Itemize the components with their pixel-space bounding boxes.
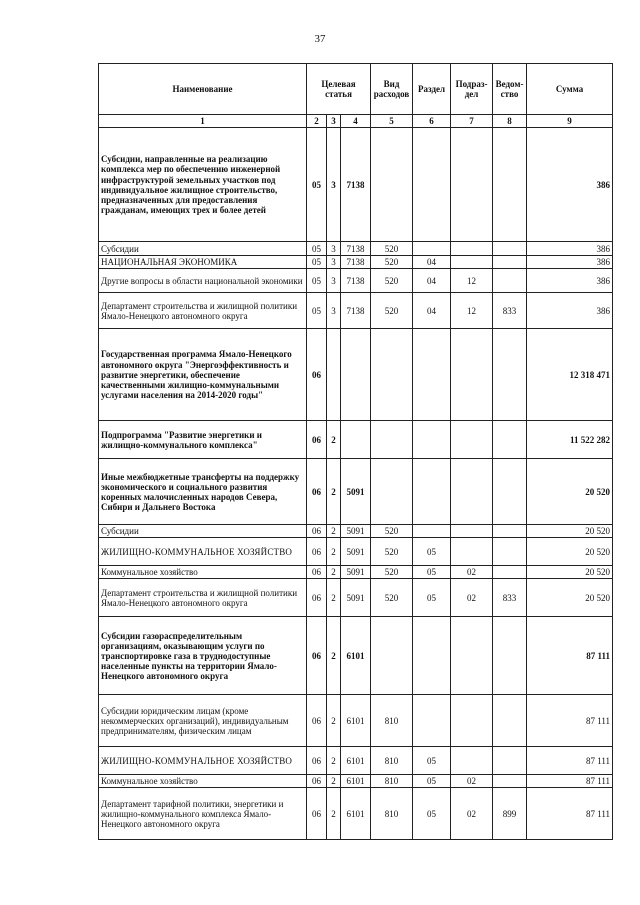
row-amount: 20 520 bbox=[527, 459, 613, 525]
table-row bbox=[99, 566, 613, 579]
table-row bbox=[99, 242, 613, 256]
row-expense-type: 520 bbox=[371, 538, 413, 566]
row-department bbox=[493, 617, 527, 695]
row-subprogram-code: 2 bbox=[327, 695, 341, 747]
column-number: 1 bbox=[99, 115, 307, 128]
row-direction-code: 5091 bbox=[341, 579, 371, 617]
row-amount: 87 111 bbox=[527, 617, 613, 695]
row-program-code: 06 bbox=[307, 525, 327, 538]
table-row bbox=[99, 269, 613, 293]
header-amount: Сумма bbox=[527, 64, 613, 115]
row-department bbox=[493, 421, 527, 459]
row-subsection bbox=[451, 242, 493, 256]
row-name: Другие вопросы в области национальной экономики bbox=[99, 269, 307, 293]
row-section bbox=[413, 329, 451, 421]
row-department bbox=[493, 256, 527, 269]
row-direction-code: 6101 bbox=[341, 695, 371, 747]
row-subprogram-code: 2 bbox=[327, 459, 341, 525]
row-amount: 20 520 bbox=[527, 525, 613, 538]
row-department bbox=[493, 566, 527, 579]
row-department bbox=[493, 747, 527, 775]
row-expense-type: 810 bbox=[371, 788, 413, 840]
row-section: 05 bbox=[413, 775, 451, 788]
row-amount: 87 111 bbox=[527, 788, 613, 840]
row-program-code: 05 bbox=[307, 242, 327, 256]
row-program-code: 06 bbox=[307, 329, 327, 421]
row-expense-type: 520 bbox=[371, 269, 413, 293]
row-department bbox=[493, 459, 527, 525]
row-program-code: 06 bbox=[307, 566, 327, 579]
row-subprogram-code: 2 bbox=[327, 617, 341, 695]
row-subsection bbox=[451, 747, 493, 775]
row-amount: 386 bbox=[527, 256, 613, 269]
row-amount: 12 318 471 bbox=[527, 329, 613, 421]
row-program-code: 06 bbox=[307, 695, 327, 747]
row-amount: 20 520 bbox=[527, 579, 613, 617]
row-subsection bbox=[451, 525, 493, 538]
row-section bbox=[413, 242, 451, 256]
row-program-code: 06 bbox=[307, 788, 327, 840]
table-row bbox=[99, 256, 613, 269]
row-section: 05 bbox=[413, 538, 451, 566]
row-direction-code: 7138 bbox=[341, 256, 371, 269]
row-subsection bbox=[451, 695, 493, 747]
row-name: Государственная программа Ямало-Ненецкого автономного округа "Энергоэффективность и развитие энергетики, обеспечение качественными жилищно-коммунальными услугами населения на 2014-2020 годы" bbox=[99, 329, 307, 421]
row-direction-code: 7138 bbox=[341, 293, 371, 329]
header-row bbox=[99, 64, 613, 115]
table-row bbox=[99, 579, 613, 617]
row-program-code: 06 bbox=[307, 459, 327, 525]
row-amount: 386 bbox=[527, 128, 613, 242]
row-subprogram-code: 3 bbox=[327, 269, 341, 293]
row-name: Субсидии юридическим лицам (кроме некоммерческих организаций), индивидуальным предпринимателям, физическим лицам bbox=[99, 695, 307, 747]
row-expense-type: 520 bbox=[371, 566, 413, 579]
row-subsection bbox=[451, 329, 493, 421]
row-amount: 87 111 bbox=[527, 775, 613, 788]
row-expense-type bbox=[371, 128, 413, 242]
column-number: 5 bbox=[371, 115, 413, 128]
row-department bbox=[493, 242, 527, 256]
row-department bbox=[493, 695, 527, 747]
row-name: Субсидии, направленные на реализацию комплекса мер по обеспечению инженерной инфраструктурой земельных участков под индивидуальное жилищное строительство, предназначенных для предоставления гражданам, имеющих трех и более детей bbox=[99, 128, 307, 242]
row-subprogram-code: 3 bbox=[327, 256, 341, 269]
row-expense-type: 520 bbox=[371, 256, 413, 269]
table-row bbox=[99, 329, 613, 421]
row-subsection bbox=[451, 538, 493, 566]
row-department: 899 bbox=[493, 788, 527, 840]
row-program-code: 06 bbox=[307, 617, 327, 695]
table-row bbox=[99, 617, 613, 695]
row-section bbox=[413, 421, 451, 459]
table-row bbox=[99, 459, 613, 525]
row-amount: 20 520 bbox=[527, 538, 613, 566]
row-department bbox=[493, 269, 527, 293]
row-program-code: 06 bbox=[307, 747, 327, 775]
row-name: НАЦИОНАЛЬНАЯ ЭКОНОМИКА bbox=[99, 256, 307, 269]
row-expense-type: 810 bbox=[371, 747, 413, 775]
row-expense-type: 520 bbox=[371, 293, 413, 329]
row-section: 05 bbox=[413, 566, 451, 579]
row-direction-code: 7138 bbox=[341, 269, 371, 293]
row-program-code: 05 bbox=[307, 293, 327, 329]
row-department bbox=[493, 329, 527, 421]
row-subprogram-code: 2 bbox=[327, 775, 341, 788]
row-subsection: 02 bbox=[451, 788, 493, 840]
table-row bbox=[99, 421, 613, 459]
row-amount: 386 bbox=[527, 269, 613, 293]
row-direction-code: 6101 bbox=[341, 788, 371, 840]
row-direction-code: 6101 bbox=[341, 775, 371, 788]
header-expense-type: Вид расходов bbox=[371, 64, 413, 115]
row-section: 04 bbox=[413, 269, 451, 293]
row-expense-type: 810 bbox=[371, 775, 413, 788]
table-body bbox=[99, 128, 613, 840]
row-expense-type: 520 bbox=[371, 579, 413, 617]
row-section bbox=[413, 525, 451, 538]
column-number: 2 bbox=[307, 115, 327, 128]
row-name: ЖИЛИЩНО-КОММУНАЛЬНОЕ ХОЗЯЙСТВО bbox=[99, 538, 307, 566]
row-direction-code: 5091 bbox=[341, 459, 371, 525]
row-subprogram-code: 3 bbox=[327, 293, 341, 329]
budget-table bbox=[98, 63, 613, 840]
row-section: 05 bbox=[413, 579, 451, 617]
row-name: Подпрограмма "Развитие энергетики и жилищно-коммунального комплекса" bbox=[99, 421, 307, 459]
row-section bbox=[413, 459, 451, 525]
row-amount: 386 bbox=[527, 293, 613, 329]
row-amount: 87 111 bbox=[527, 747, 613, 775]
table-row bbox=[99, 695, 613, 747]
row-direction-code: 5091 bbox=[341, 525, 371, 538]
row-amount: 87 111 bbox=[527, 695, 613, 747]
table-row bbox=[99, 293, 613, 329]
table-row bbox=[99, 538, 613, 566]
row-subsection: 02 bbox=[451, 579, 493, 617]
row-subprogram-code: 2 bbox=[327, 579, 341, 617]
row-subprogram-code: 2 bbox=[327, 747, 341, 775]
table-row bbox=[99, 747, 613, 775]
row-amount: 386 bbox=[527, 242, 613, 256]
row-subsection bbox=[451, 256, 493, 269]
row-expense-type bbox=[371, 329, 413, 421]
row-amount: 11 522 282 bbox=[527, 421, 613, 459]
row-section: 04 bbox=[413, 256, 451, 269]
row-section: 05 bbox=[413, 747, 451, 775]
row-name: Департамент строительства и жилищной политики Ямало-Ненецкого автономного округа bbox=[99, 293, 307, 329]
row-subprogram-code: 2 bbox=[327, 788, 341, 840]
row-program-code: 06 bbox=[307, 775, 327, 788]
row-section bbox=[413, 617, 451, 695]
row-subprogram-code: 2 bbox=[327, 538, 341, 566]
row-subprogram-code bbox=[327, 329, 341, 421]
row-subprogram-code: 2 bbox=[327, 566, 341, 579]
row-amount: 20 520 bbox=[527, 566, 613, 579]
table-row bbox=[99, 128, 613, 242]
row-subsection bbox=[451, 617, 493, 695]
row-direction-code bbox=[341, 329, 371, 421]
row-program-code: 06 bbox=[307, 579, 327, 617]
column-number: 6 bbox=[413, 115, 451, 128]
row-direction-code: 6101 bbox=[341, 747, 371, 775]
row-section bbox=[413, 128, 451, 242]
page-number: 37 bbox=[314, 33, 326, 45]
table-row bbox=[99, 525, 613, 538]
row-subsection: 02 bbox=[451, 775, 493, 788]
row-direction-code: 6101 bbox=[341, 617, 371, 695]
header-name: Наименование bbox=[99, 64, 307, 115]
row-expense-type bbox=[371, 421, 413, 459]
header-section: Раздел bbox=[413, 64, 451, 115]
row-program-code: 05 bbox=[307, 256, 327, 269]
table-row bbox=[99, 775, 613, 788]
row-department bbox=[493, 538, 527, 566]
row-direction-code bbox=[341, 421, 371, 459]
row-expense-type: 520 bbox=[371, 242, 413, 256]
column-number: 8 bbox=[493, 115, 527, 128]
row-department: 833 bbox=[493, 579, 527, 617]
column-number: 3 bbox=[327, 115, 341, 128]
row-expense-type: 520 bbox=[371, 525, 413, 538]
row-subsection bbox=[451, 128, 493, 242]
row-program-code: 06 bbox=[307, 538, 327, 566]
row-subprogram-code: 3 bbox=[327, 242, 341, 256]
row-subsection: 12 bbox=[451, 293, 493, 329]
row-department: 833 bbox=[493, 293, 527, 329]
row-name: Коммунальное хозяйство bbox=[99, 775, 307, 788]
row-section: 05 bbox=[413, 788, 451, 840]
row-name: Субсидии газораспределительным организациям, оказывающим услуги по транспортировке газа в труднодоступные населенные пункты на территории Ямало-Ненецкого автономного округа bbox=[99, 617, 307, 695]
row-subprogram-code: 2 bbox=[327, 525, 341, 538]
row-name: Департамент строительства и жилищной политики Ямало-Ненецкого автономного округа bbox=[99, 579, 307, 617]
row-expense-type: 810 bbox=[371, 695, 413, 747]
header-department: Ведом-ство bbox=[493, 64, 527, 115]
row-department bbox=[493, 775, 527, 788]
row-direction-code: 7138 bbox=[341, 242, 371, 256]
row-name: Иные межбюджетные трансферты на поддержку экономического и социального развития коренных малочисленных народов Севера, Сибири и Дальнего Востока bbox=[99, 459, 307, 525]
row-program-code: 06 bbox=[307, 421, 327, 459]
row-department bbox=[493, 128, 527, 242]
header-target-article: Целевая статья bbox=[307, 64, 371, 115]
row-subprogram-code: 3 bbox=[327, 128, 341, 242]
row-section bbox=[413, 695, 451, 747]
row-subsection bbox=[451, 421, 493, 459]
row-name: Субсидии bbox=[99, 242, 307, 256]
column-number: 4 bbox=[341, 115, 371, 128]
row-subsection: 12 bbox=[451, 269, 493, 293]
row-direction-code: 5091 bbox=[341, 538, 371, 566]
row-subsection: 02 bbox=[451, 566, 493, 579]
row-program-code: 05 bbox=[307, 128, 327, 242]
row-expense-type bbox=[371, 617, 413, 695]
row-expense-type bbox=[371, 459, 413, 525]
row-direction-code: 5091 bbox=[341, 566, 371, 579]
row-name: Коммунальное хозяйство bbox=[99, 566, 307, 579]
row-subsection bbox=[451, 459, 493, 525]
row-name: ЖИЛИЩНО-КОММУНАЛЬНОЕ ХОЗЯЙСТВО bbox=[99, 747, 307, 775]
row-name: Субсидии bbox=[99, 525, 307, 538]
column-number: 7 bbox=[451, 115, 493, 128]
column-number-row bbox=[99, 115, 613, 128]
table-row bbox=[99, 788, 613, 840]
row-section: 04 bbox=[413, 293, 451, 329]
row-direction-code: 7138 bbox=[341, 128, 371, 242]
header-subsection: Подраз-дел bbox=[451, 64, 493, 115]
column-number: 9 bbox=[527, 115, 613, 128]
row-department bbox=[493, 525, 527, 538]
row-program-code: 05 bbox=[307, 269, 327, 293]
row-name: Департамент тарифной политики, энергетики и жилищно-коммунального комплекса Ямало-Ненецкого автономного округа bbox=[99, 788, 307, 840]
row-subprogram-code: 2 bbox=[327, 421, 341, 459]
